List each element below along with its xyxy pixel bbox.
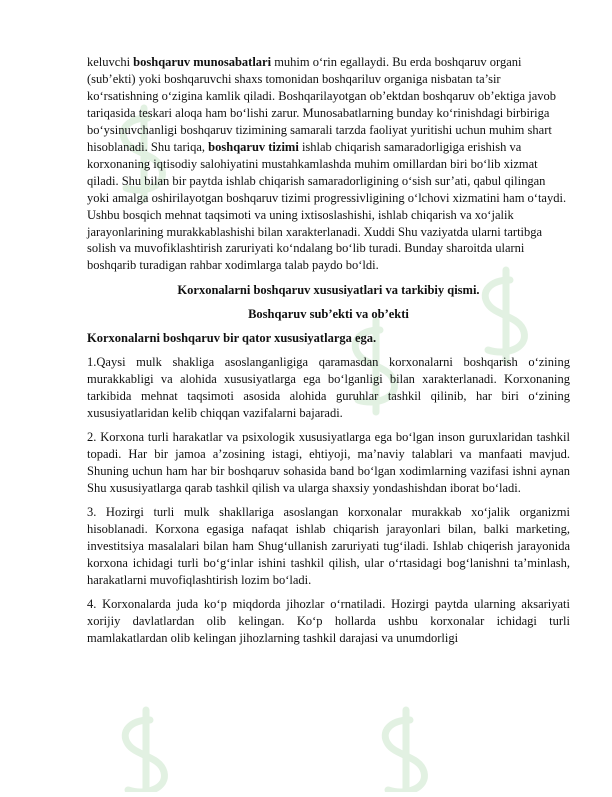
intro-text: keluvchi bbox=[87, 55, 134, 69]
intro-bold-term: boshqaruv tizimi bbox=[208, 139, 299, 154]
subsection-heading: Boshqaruv sub’ekti va ob’ekti bbox=[248, 307, 409, 322]
intro-text: ishlab chiqarish samaradorligiga erishish va korxonaning iqtisodiy salohiyatini mustahkamlashda muhim omillardan biri boʻlib xizmat qiladi. Shu bilan bir paytda ishlab chiqarish samaradorligining oʻsish sur’ati, qabul qilingan yoki amalga oshirilayotgan boshqaruv tizimi progressivligining oʻlchovi xizmatini ham oʻtaydi. Ushbu bosqich mehnat taqsimoti va uning ixtisoslashishi, ishlab chiqarish va xoʻjalik jarayonlarining murakkablashishi bilan xarakterlanadi. Xuddi Shu vaziyatda ularni tartibga solish va muvofiklashtirish zaruriyati koʻndalang boʻlib turadi. Bunday sharoitda ularni boshqarib turadigan rahbar xodimlarga talab paydo boʻldi. bbox=[87, 139, 567, 273]
intro-bold-term: boshqaruv munosabatlari bbox=[133, 55, 272, 69]
section-heading: Korxonalarni boshqaruv xususiyatlari va tarkibiy qismi. bbox=[177, 283, 480, 298]
lead-heading: Korxonalarni boshqaruv bir qator xususiyatlarga ega. bbox=[87, 331, 377, 346]
intro-text: muhim oʻrin egallaydi. Bu erda boshqaruv organi (sub’ekti) yoki boshqaruvchi shaxs tomonidan boshqariluv organiga nisbatan ta’sir koʻrsatishning oʻzigina kamlik qiladi. Boshqarilayotgan ob’ektdan boshqaruv ob’ektiga javob tariqasida teskari aloqa ham boʻlishi zarur. Munosabatlarning bunday koʻrinishdagi birbiriga boʻysinuvchanligi boshqaruv tizimining samarali tarzda faoliyat yuritishi uchun muhim shart hisoblanadi. Shu tariqa, bbox=[87, 55, 556, 154]
numbered-paragraph-1: 1.Qaysi mulk shakliga asoslanganligiga qaramasdan korxonalarni boshqarish oʻzining murakkabligi va alohida xususiyatlarga ega boʻlganligi bilan xarakterlanadi. Korxonaning tarkibida mehnat taqsimoti asosida alohida guruhlar tashkil qilinib, har biri oʻzining xususiyatlaridan kelib chiqqan vazifalarni bajaradi. bbox=[87, 355, 570, 421]
numbered-paragraph-2: 2. Korxona turli harakatlar va psixologik xususiyatlarga ega boʻlgan inson guruxlaridan tashkil topadi. Har bir jamoa a’zosining istagi, ehtiyoji, ma’naviy talablari va manfaati mavjud. Shuning uchun ham har bir boshqaruv sohasida band boʻlgan xodimlarning vazifasi ishni aynan Shu xususiyatlarga qarab tashkil qilish va ularga shaxsiy yondashishdan iborat boʻladi. bbox=[87, 430, 570, 496]
numbered-paragraph-4: 4. Korxonalarda juda koʻp miqdorda jihozlar oʻrnatiladi. Hozirgi paytda ularning aksariyati xorijiy davlatlardan olib kelingan. Koʻp hollarda ushbu korxonalar ichidagi turli mamlakatlardan olib kelingan jihozlarning tashkil darajasi va unumdorligi bbox=[87, 597, 570, 646]
document-page bbox=[87, 54, 570, 647]
watermark-icon bbox=[125, 710, 164, 792]
watermark-icon bbox=[385, 710, 424, 792]
intro-paragraph bbox=[87, 54, 570, 274]
numbered-paragraph-3: 3. Hozirgi turli mulk shakllariga asoslangan korxonalar murakkab xoʻjalik organizmi hisoblanadi. Korxona egasiga nafaqat ishlab chiqarish jarayonlari bilan, balki marketing, investitsiya masalalari bilan ham Shugʻullanish zaruriyati tugʻiladi. Ishlab chiqerish jarayonida korxona ichidagi turli boʻgʻinlar ishini tashkil qilish, ular oʻrtasidagi bogʻlanishni ta’minlash, harakatlarni muvofiqlashtirish lozim boʻladi. bbox=[87, 505, 570, 588]
